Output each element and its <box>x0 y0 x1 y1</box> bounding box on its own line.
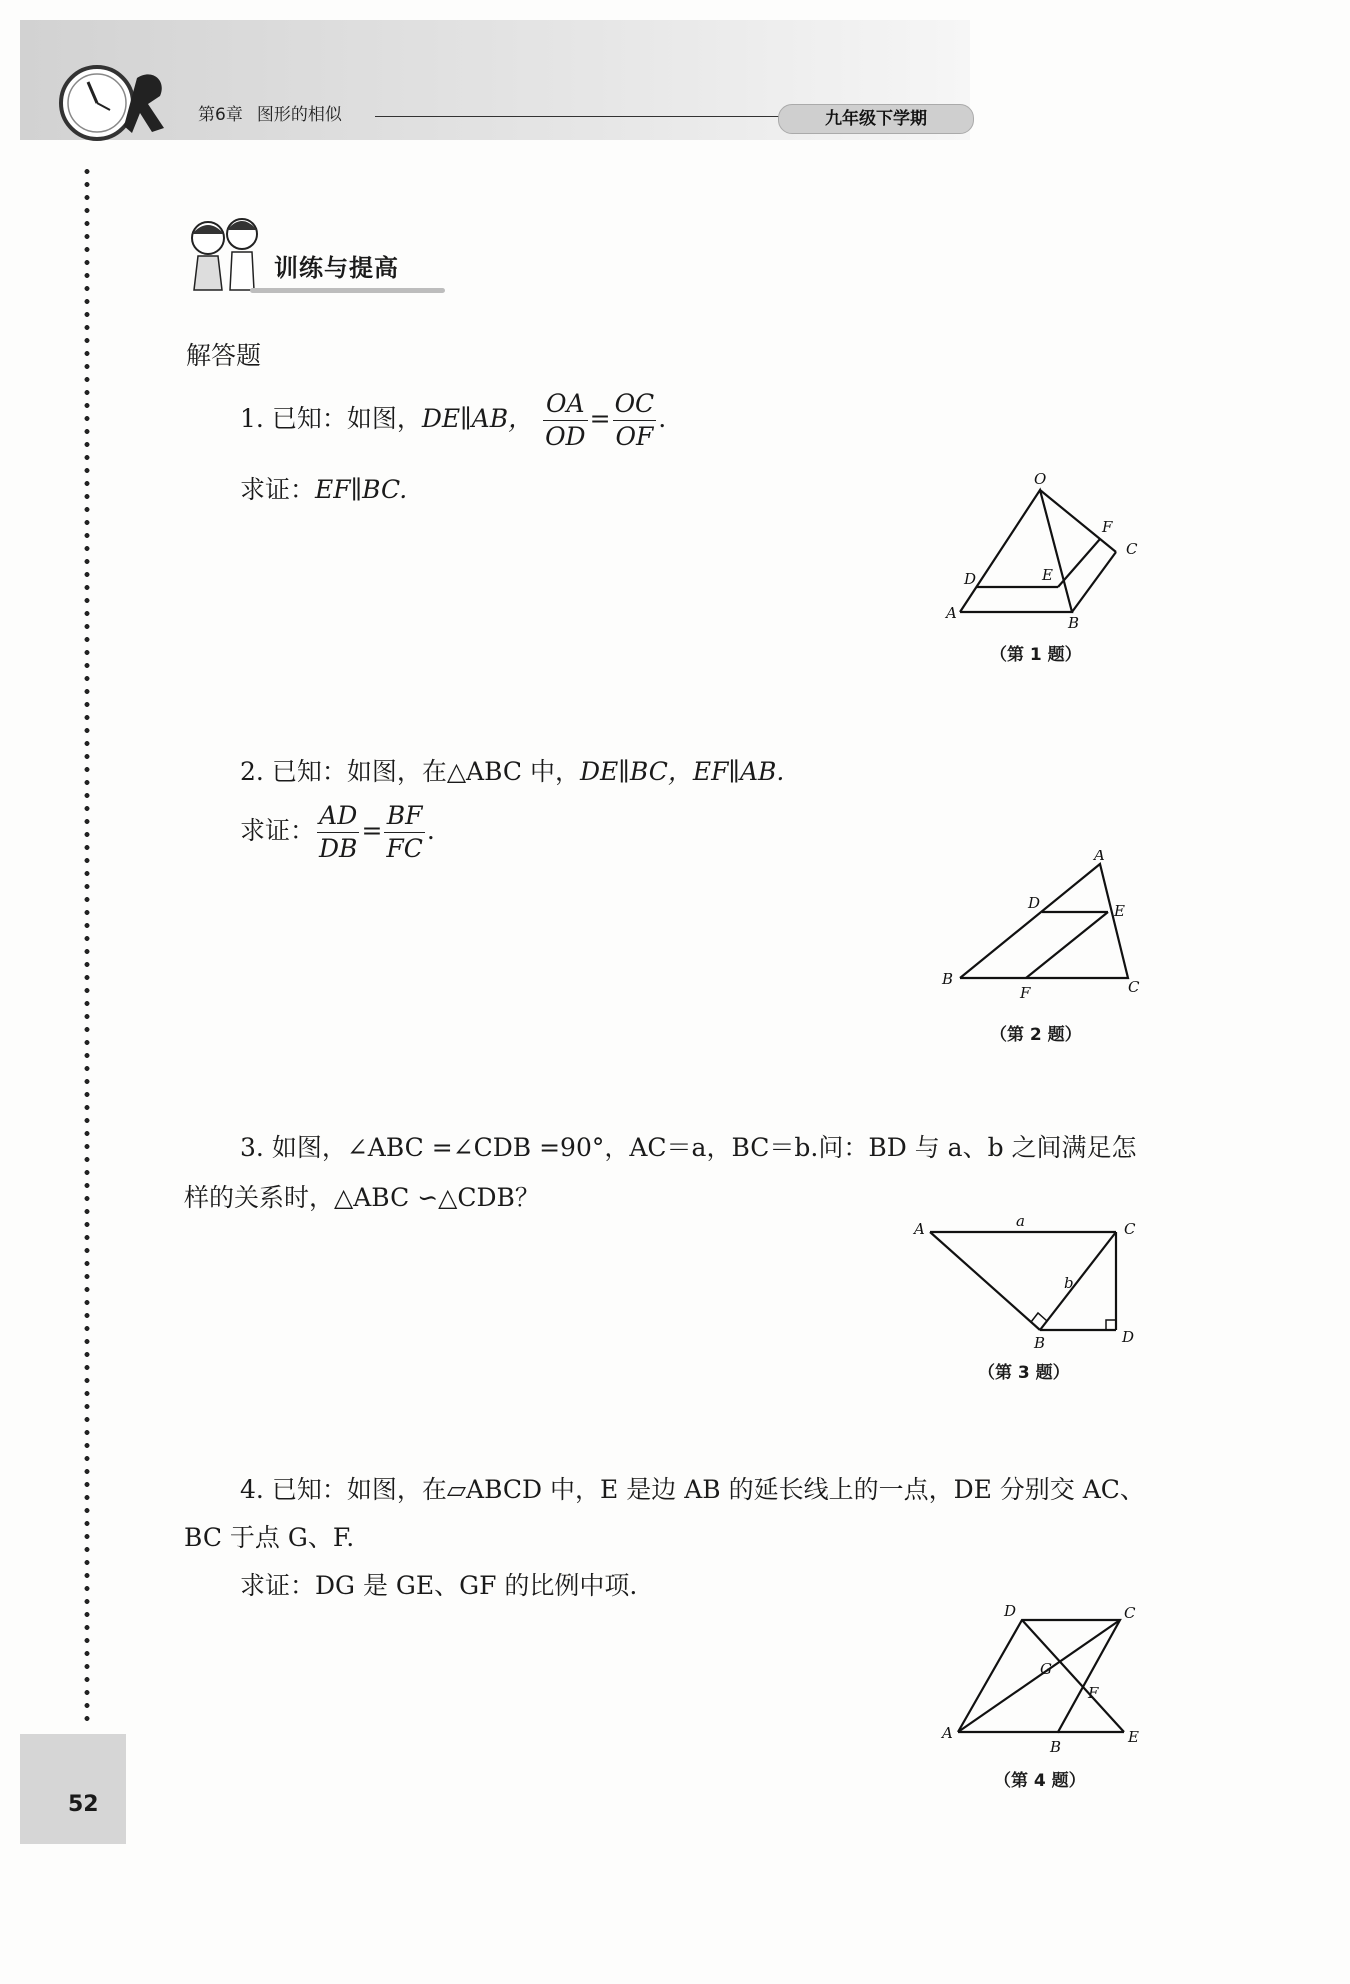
q4-label-f: F <box>1088 1684 1099 1702</box>
q3-line1: 3. 如图，∠ABC =∠CDB =90°，AC＝a，BC＝b.问：BD 与 a、b 之间满足怎 <box>240 1133 1137 1162</box>
q2-figure <box>930 850 1150 1010</box>
q2-fraction-b: $\frac{BF}{FC}$ <box>386 801 423 863</box>
question-type: 解答题 <box>186 341 262 370</box>
q3-label-c: C <box>1124 1220 1136 1238</box>
q2-label-f: F <box>1020 984 1031 1002</box>
chapter-number: 第6章 <box>198 105 243 125</box>
q1-label-a: A <box>946 604 957 622</box>
chapter-heading <box>198 100 356 125</box>
q2-prove: 求证： $\frac{AD}{DB}$ = $\frac{BF}{FC}$ . <box>240 801 435 863</box>
q1-label-d: D <box>964 570 977 588</box>
page-tab <box>20 1734 126 1844</box>
q3-figure <box>900 1210 1140 1350</box>
q2-label-d: D <box>1028 894 1041 912</box>
q2-given: 2. 已知：如图，在△ABC 中，DE∥BC，EF∥AB. <box>240 757 785 786</box>
q2-label-b: B <box>942 970 954 988</box>
q3-label-a: A <box>914 1220 925 1238</box>
q4-label-e: E <box>1128 1728 1139 1746</box>
q4-label-a: A <box>942 1724 953 1742</box>
q1-fraction-b: $\frac{OC}{OF}$ <box>614 389 655 451</box>
q3-label-side-b: b <box>1064 1274 1074 1292</box>
kids-illustration <box>180 210 270 300</box>
q3-label-side-a: a <box>1016 1212 1025 1230</box>
section-title: 训练与提高 <box>274 254 399 282</box>
q2-fraction-a: $\frac{AD}{DB}$ <box>319 801 358 863</box>
q3-line2: 样的关系时，△ABC ∽△CDB？ <box>184 1183 540 1212</box>
q1-label-b: B <box>1068 614 1080 630</box>
chapter-title: 图形的相似 <box>256 105 342 125</box>
q4-line3: 求证：DG 是 GE、GF 的比例中项. <box>240 1571 638 1600</box>
q2-label-e: E <box>1114 902 1125 920</box>
q2-label-c: C <box>1128 978 1140 996</box>
q1-caption: （第 1 题） <box>990 645 1082 665</box>
q1-label-o: O <box>1034 470 1047 488</box>
q2-label-a: A <box>1094 850 1105 864</box>
page-number: 52 <box>68 1792 99 1817</box>
q4-label-b: B <box>1050 1738 1062 1756</box>
q4-label-c: C <box>1124 1604 1136 1622</box>
q4-label-g: G <box>1040 1660 1052 1678</box>
clock-runner-logo <box>52 58 172 148</box>
q4-line2: BC 于点 G、F. <box>184 1523 355 1552</box>
q4-line1: 4. 已知：如图，在▱ABCD 中，E 是边 AB 的延长线上的一点，DE 分别交 AC、 <box>240 1475 1145 1504</box>
q3-label-d: D <box>1122 1328 1135 1346</box>
q3-label-b: B <box>1034 1334 1046 1350</box>
q1-prove: 求证：EF∥BC. <box>240 475 408 504</box>
header-rule <box>375 116 785 117</box>
section-underline <box>250 288 445 293</box>
grade-badge: 九年级下学期 <box>778 104 974 134</box>
q1-label-c: C <box>1126 540 1138 558</box>
q1-label-f: F <box>1102 518 1113 536</box>
q4-caption: （第 4 题） <box>994 1771 1086 1791</box>
q2-caption: （第 2 题） <box>990 1025 1082 1045</box>
q1-label-e: E <box>1042 566 1053 584</box>
dotted-margin <box>84 165 90 1725</box>
q4-label-d: D <box>1004 1602 1017 1620</box>
q4-figure <box>940 1600 1160 1760</box>
q1-figure <box>940 470 1160 630</box>
q1-given: 1. 已知：如图，DE∥AB， $\frac{OA}{OD}$ = $\frac{OC}{OF}$ . <box>240 389 667 451</box>
q3-caption: （第 3 题） <box>978 1363 1070 1383</box>
q1-fraction-a: $\frac{OA}{OD}$ <box>545 389 586 451</box>
